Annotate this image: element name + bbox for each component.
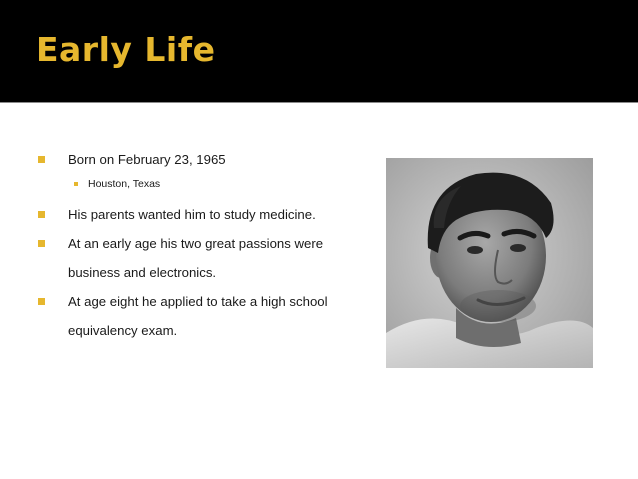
title-bar [0,0,638,102]
bullet-text: At an early age his two great passions were business and electronics. [68,236,324,280]
bullet-square-icon [38,211,45,218]
bullet-text: At age eight he applied to take a high school equivalency exam. [68,294,328,338]
bullet-text: His parents wanted him to study medicine. [68,207,316,222]
sub-bullet-text: Houston, Texas [88,178,161,190]
bullet-item [36,229,336,287]
slide-title: Early Life [36,30,216,69]
bullet-square-icon [38,240,45,247]
sub-bullet-square-icon [74,182,78,186]
portrait-photo [386,158,593,368]
bullet-item [36,200,336,229]
bullet-item [36,145,336,174]
bullet-text: Born on February 23, 1965 [68,152,226,167]
bullet-item [36,287,336,345]
slide-content [0,103,638,479]
bullet-list [36,145,336,345]
sub-bullet-item [36,172,336,196]
bullet-square-icon [38,156,45,163]
bullet-square-icon [38,298,45,305]
